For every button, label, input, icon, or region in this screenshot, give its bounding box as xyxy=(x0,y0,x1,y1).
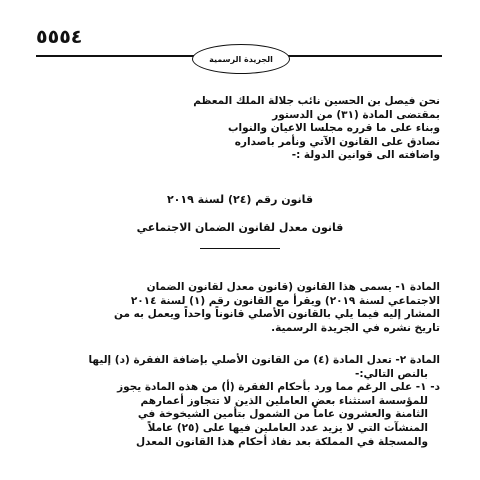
article-1-line: المادة ١- يسمى هذا القانون (قانون معدل لقانون الضمان xyxy=(146,281,440,293)
preamble-line: نحن فيصل بن الحسين نائب جلالة الملك المعظم xyxy=(193,95,440,107)
article-2-intro-line: المادة ٢- تعدل المادة (٤) من القانون الأصلي بإضافة الفقرة (د) إليها xyxy=(88,354,440,366)
title-rule xyxy=(200,248,280,249)
preamble-line: بمقتضى المادة (٣١) من الدستور xyxy=(272,108,440,121)
paragraph-d-line: للمؤسسة استثناء بعض العاملين الذين لا تتجاوز أعمارهم xyxy=(140,394,428,407)
paragraph-d-line: والمسجلة في المملكة بعد نفاذ أحكام هذا القانون المعدل xyxy=(136,435,428,448)
preamble-line: وبناء على ما قرره مجلسا الاعيان والنواب xyxy=(227,122,440,135)
article-2-intro-line: بالنص التالي:- xyxy=(355,367,428,380)
article-1 xyxy=(40,281,440,335)
gazette-name: الجريدة الرسمية xyxy=(209,54,273,64)
preamble-line: واضافته الى قوانين الدولة :- xyxy=(291,149,440,162)
paragraph-d-line: المنشآت التي لا يزيد عدد العاملين فيها على (٢٥) عاملاً xyxy=(147,421,428,434)
preamble xyxy=(40,95,440,163)
page-number: ٥٥٥٤ xyxy=(36,26,83,48)
article-1-line: الاجتماعي لسنة ٢٠١٩) ويقرأ مع القانون رقم (١) لسنة ٢٠١٤ xyxy=(130,294,440,307)
article-1-line: تاريخ نشره في الجريدة الرسمية. xyxy=(271,321,440,334)
article-2 xyxy=(40,354,440,449)
paragraph-d-line: الثامنة والعشرون عاماً من الشمول بتأمين الشيخوخة في xyxy=(137,408,428,421)
preamble-line: نصادق على القانون الآتي ونأمر باصداره xyxy=(234,135,440,148)
law-title: قانون رقم (٢٤) لسنة ٢٠١٩ xyxy=(166,193,314,206)
law-subtitle: قانون معدل لقانون الضمان الاجتماعي xyxy=(136,221,344,234)
paragraph-d-line: د- ١- على الرغم مما ورد بأحكام الفقرة (أ) من هذه المادة يجوز xyxy=(117,381,440,394)
gazette-name-badge xyxy=(192,44,290,74)
article-1-line: المشار إليه فيما يلي بالقانون الأصلي قانوناً واحداً ويعمل به من xyxy=(114,308,440,321)
